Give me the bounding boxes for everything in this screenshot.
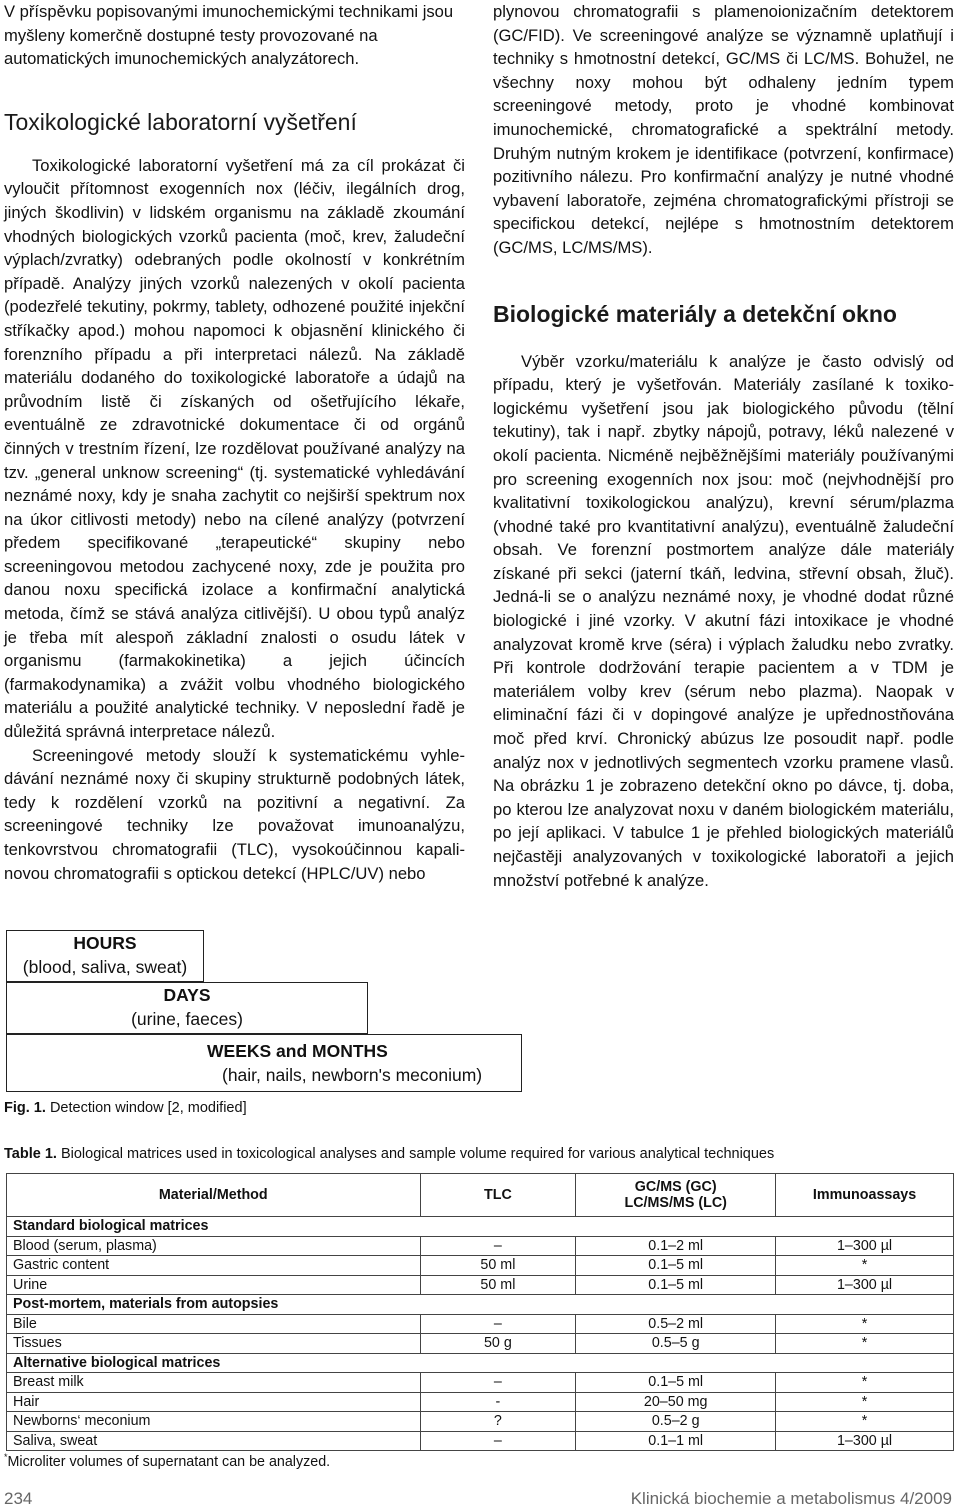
journal-name: Klinická biochemie a metabolismus 4/2009 (630, 1489, 952, 1508)
toxicology-paragraph-1: Toxikologické laboratorní vyšetření má za cíl prokázat či vyloučit přítomnost exogenních nox (léčiv, ilegálních drog, jiných škodlivin) v lidském organismu na základě zkoumání vhodných biologických vzorků pacienta (moč, krev, žaludeční výplach/zvratky) odebraných podle okolností v konkrétním případě. Analýzy jiných vzorků nalezených v okolí pacienta (podezřelé tekutiny, pokrmy, tablety, odhozené použité injekční stříkačky apod.) mohou napomoci k objasnění klinického či forenzního případu a při interpretaci nálezů. Na základě materiálu dodaného do toxikologické laboratoře a údajů na průvodním listě či získaných od ošetřujícího lékaře, eventuálně ze zdravotnické dokumentace či od orgánů činných v trestním řízení, lze rozdělovat používané analýzy na tzv. „general unknow screening“ (tj. systematické vyhledávání neznámé noxy, kdy je snaha zachytit co nejširší spektrum nox na úkor citlivosti metody) nebo na cílené analýzy (potvrzení předem specifikované „terapeutické“ skupiny nebo screeningovou metodou zachycené noxy, zde je použita pro danou noxu specifická izolace a konfirmační analytická metoda, čímž se stává analýza citlivější). U obou typů analýz je třeba mít alespoň základní znalosti o osudu látek v organismu (farmakokinetika) a jejich účincích (farmakodynamika) a zvážit volbu vhodného biologického materiálu a použité analytické techniky. V neposlední řadě je důležitá správná interpretace nálezů. (4, 155, 465, 742)
table-caption-label: Table 1. (4, 1146, 57, 1162)
cell-tlc: – (420, 1236, 576, 1256)
cell-gcms: 0.1–5 ml (576, 1256, 776, 1276)
table-row (7, 1334, 954, 1354)
cell-material: Breast milk (7, 1373, 421, 1393)
weeks-months-title: WEEKS and MONTHS (207, 1041, 388, 1061)
cell-tlc: – (420, 1373, 576, 1393)
page-number: 234 (4, 1489, 33, 1508)
group-standard: Standard biological matrices (7, 1217, 954, 1237)
cell-tlc: – (420, 1431, 576, 1451)
cell-material: Hair (7, 1392, 421, 1412)
cell-immunoassay: * (776, 1314, 954, 1334)
table-row (7, 1256, 954, 1276)
table-header-row (7, 1174, 954, 1217)
days-subtitle: (urine, faeces) (131, 1009, 243, 1029)
table-group-row (7, 1353, 954, 1373)
header-lcmsms: LC/MS/MS (LC) (624, 1195, 727, 1211)
section-heading-toxicology: Toxikologické laboratorní vyšetření (4, 108, 357, 135)
group-alternative: Alternative biological matrices (7, 1353, 954, 1373)
header-immunoassays: Immunoassays (776, 1174, 954, 1217)
cell-gcms: 0.5–5 g (576, 1334, 776, 1354)
cell-gcms: 20–50 mg (576, 1392, 776, 1412)
cell-immunoassay: 1–300 µl (776, 1431, 954, 1451)
cell-immunoassay: * (776, 1412, 954, 1432)
weeks-months-subtitle: (hair, nails, newborn's meconium) (222, 1065, 483, 1085)
cell-material: Saliva, sweat (7, 1431, 421, 1451)
cell-gcms: 0.5–2 g (576, 1412, 776, 1432)
table-caption (4, 1146, 774, 1162)
table-group-row (7, 1295, 954, 1315)
table-footnote (4, 1452, 330, 1470)
right-column (493, 0, 954, 892)
cell-tlc: ? (420, 1412, 576, 1432)
hours-box (6, 930, 204, 982)
table-row (7, 1412, 954, 1432)
cell-material: Newborns‘ meconium (7, 1412, 421, 1432)
cell-immunoassay: * (776, 1256, 954, 1276)
header-gcms-lcmsms (576, 1174, 776, 1217)
table-row (7, 1236, 954, 1256)
table-row (7, 1431, 954, 1451)
table-caption-text: Biological matrices used in toxicological analyses and sample volume required for various analytical techniques (60, 1146, 775, 1162)
header-gcms: GC/MS (GC) (634, 1179, 717, 1195)
cell-immunoassay: * (776, 1392, 954, 1412)
section-heading-biological-materials: Biologické materiály a detekční okno (493, 300, 897, 327)
table-row (7, 1314, 954, 1334)
cell-gcms: 0.1–1 ml (576, 1431, 776, 1451)
cell-gcms: 0.1–5 ml (576, 1373, 776, 1393)
table-row (7, 1275, 954, 1295)
cell-immunoassay: 1–300 µl (776, 1275, 954, 1295)
cell-gcms: 0.5–2 ml (576, 1314, 776, 1334)
cell-gcms: 0.1–2 ml (576, 1236, 776, 1256)
cell-material: Gastric content (7, 1256, 421, 1276)
cell-tlc: 50 ml (420, 1256, 576, 1276)
cell-immunoassay: * (776, 1373, 954, 1393)
intro-paragraph: V příspěvku popisovanými imunochemickými technikami jsou myšleny komerčně dostupné testy provozované na automatických imunochemických analyzátorech. (4, 2, 454, 69)
cell-tlc: 50 g (420, 1334, 576, 1354)
cell-immunoassay: * (776, 1334, 954, 1354)
cell-material: Tissues (7, 1334, 421, 1354)
days-title: DAYS (163, 985, 211, 1005)
detection-window-figure (6, 930, 526, 1100)
hours-title: HOURS (73, 933, 137, 953)
cell-material: Urine (7, 1275, 421, 1295)
footnote-text: Microliter volumes of supernatant can be analyzed. (7, 1453, 331, 1470)
screening-paragraph: plynovou chromatografii s plamenoionizačním detektorem (GC/FID). Ve screeningové analýze se významně uplatňují i techniky s hmotnostní detekcí, GC/MS či LC/MS. Bohužel, ne všechny noxy mohou být odhaleny jedním typem screeningové metody, proto je vhodné kombinovat imunochemické, chromatografické a spektrální metody. Druhým nutným krokem je identifikace (potvrzení, konfirmace) pozitivního nálezu. Pro konfirmační analýzy je nutné vhodné vybavení laboratoře, zejména chromatografickými přístroji se specifickou detekcí, nejlépe s hmotnostním detektorem (GC/MS, LC/MS/MS). (493, 2, 954, 257)
figure-caption (4, 1100, 247, 1116)
cell-tlc: - (420, 1392, 576, 1412)
cell-tlc: 50 ml (420, 1275, 576, 1295)
days-box (6, 982, 368, 1034)
cell-immunoassay: 1–300 µl (776, 1236, 954, 1256)
table-row (7, 1392, 954, 1412)
table-group-row (7, 1217, 954, 1237)
weeks-months-box (6, 1034, 522, 1092)
cell-material: Bile (7, 1314, 421, 1334)
left-column (4, 0, 465, 885)
hours-subtitle: (blood, saliva, sweat) (22, 957, 188, 977)
cell-tlc: – (420, 1314, 576, 1334)
footnote-mark: * (4, 1452, 8, 1462)
header-material-method: Material/Method (7, 1174, 421, 1217)
figure-caption-label: Fig. 1. (4, 1100, 46, 1116)
header-tlc: TLC (420, 1174, 576, 1217)
table-row (7, 1373, 954, 1393)
figure-caption-text: Detection window [2, modified] (49, 1100, 247, 1116)
cell-material: Blood (serum, plasma) (7, 1236, 421, 1256)
biological-matrices-table (6, 1173, 954, 1451)
group-post-mortem: Post-mortem, materials from autopsies (7, 1295, 954, 1315)
biological-materials-paragraph: Výběr vzorku/materiálu k analýze je často odvislý od případu, který je vyšetřován. Materiály zasílané k toxikologickému vyšetření jsou jak biologického původu (tělní tekutiny), tak i např. zbytky nápojů, potravy, léků nalezené v okolí pacienta. Nicméně nejběžnějšími materiály používanými pro screening exogenních nox jsou: moč (nejvhodnější pro kvalitativní toxikologickou analýzu), krevní sérum/plazma (vhodné také pro kvantitativní analýzu), eventuálně žaludeční obsah. Ve forenzní postmortem analýze dále materiály získané při sekci (jaterní tkáň, ledvina, střevní obsah, žluč). Jedná-li se o analýzu neznámé noxy, je vhodné dodat různé biologické i jiné vzorky. V akutní fázi intoxikace je vhodné analyzovat kromě krve (séra) i výplach žaludku nebo zvratky. Při kontrole dodržování terapie pacientem a v TDM je materiálem volby krev (sérum nebo plazma). Naopak v eliminační fázi či v dopingové analýze je upřednostňována moč před krví. Chronický abúzus lze posoudit např. podle analýz nox v jednotlivých segmentech vzorku pramene vlasů. Na obrázku 1 je zobrazeno detekční okno po dávce, tj. doba, po kterou lze analyzovat noxu v daném biologickém materiálu, po její aplikaci. V tabulce 1 je přehled biologických materiálů nejčastěji analyzovaných v toxikologické laboratoři a jejich množství potřebné k analýze. (493, 351, 954, 890)
cell-gcms: 0.1–5 ml (576, 1275, 776, 1295)
toxicology-paragraph-2: Screeningové metody slouží k systematickému vyhledávání neznámé noxy či skupiny strukturně podobných látek, tedy k rozdělení vzorků na pozitivní a negativní. Za screeningové techniky lze považovat imunoanalýzu, tenkovrstvou chromatografii (TLC), vysokoúčinnou kapalinovou chromatografii s optickou detekcí (HPLC/UV) nebo (4, 745, 465, 883)
